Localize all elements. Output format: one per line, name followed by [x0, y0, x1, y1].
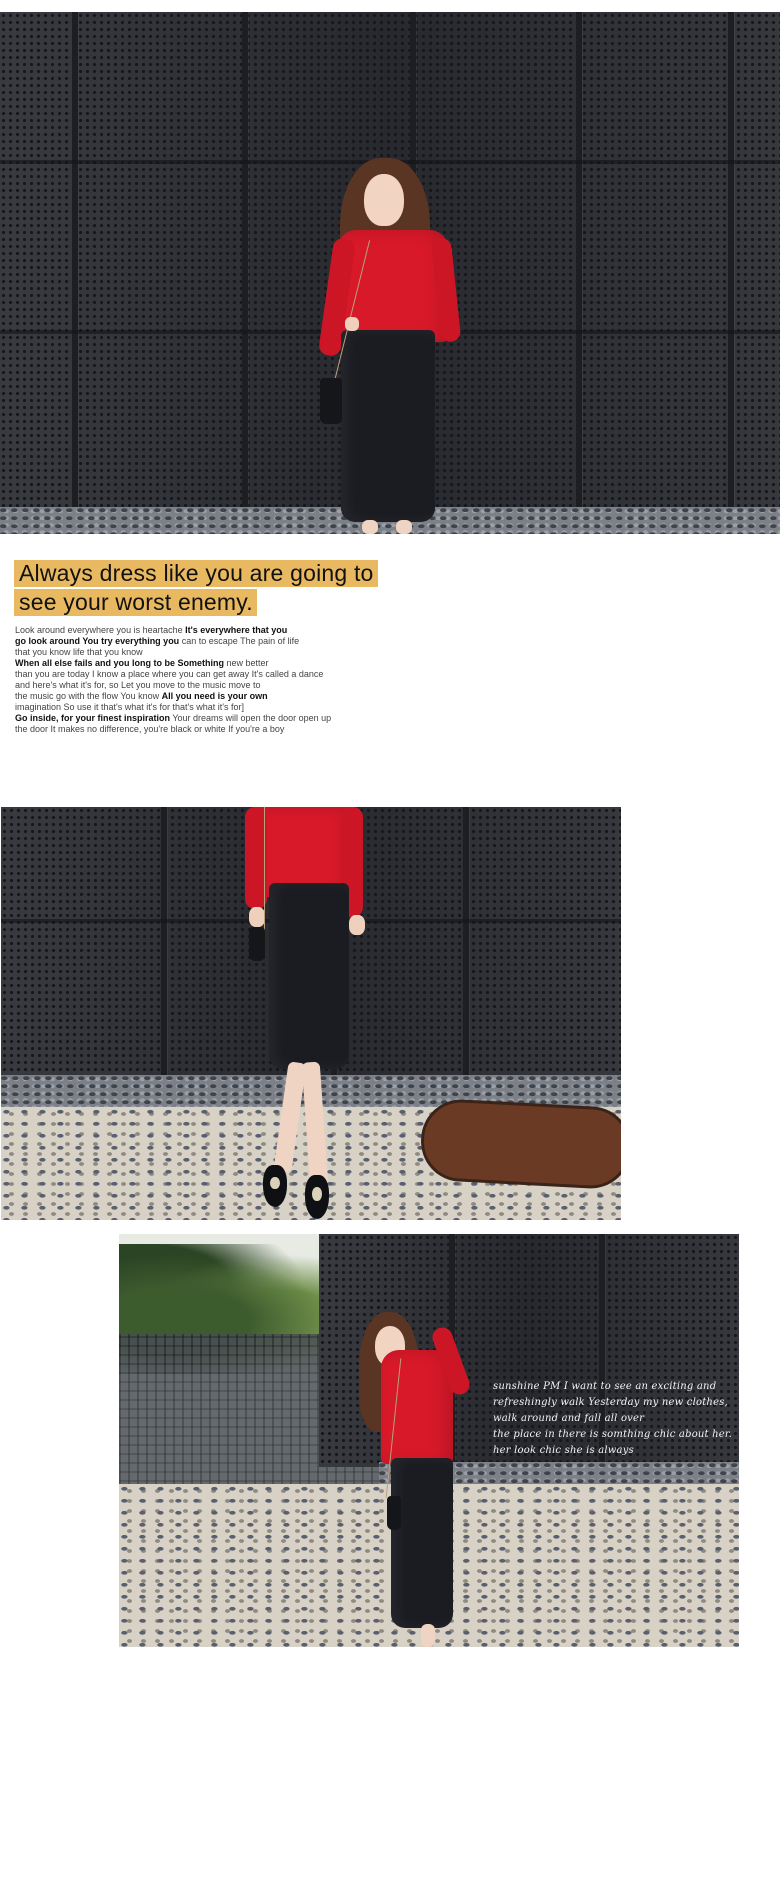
face — [364, 174, 404, 226]
body-line — [15, 702, 355, 713]
script-line: sunshine PM I want to see an exciting and — [493, 1381, 717, 1392]
body-line — [15, 636, 355, 647]
body-text-span: the door It makes no difference, you're black or white If you're a boy — [15, 724, 285, 734]
bag-strap — [264, 807, 265, 942]
photo-full-figure — [0, 12, 780, 534]
body-text-bold: Go inside, for your finest inspiration — [15, 713, 171, 723]
body-text-span: can to escape The pain of life — [179, 636, 300, 646]
body-text-bold: It's everywhere that you — [185, 625, 288, 635]
hand — [349, 915, 365, 935]
pencil-skirt — [269, 883, 349, 1069]
body-text-bold: All you need is your own — [161, 691, 268, 701]
body-text-span: imagination So use it that's what it's for that's what it's for] — [15, 702, 244, 712]
handbag — [249, 927, 265, 961]
hand — [345, 317, 359, 331]
leg — [421, 1624, 435, 1647]
wall-panel-seam — [728, 12, 734, 534]
body-line — [15, 669, 355, 680]
body-line — [15, 647, 355, 658]
body-text-span: the music go with the flow You know — [15, 691, 162, 701]
wall-panel-seam — [242, 12, 248, 534]
script-line: the place in there is somthing chic about her. — [493, 1429, 733, 1440]
script-line: refreshingly walk Yesterday my new clothes, — [493, 1397, 728, 1408]
loafer-shoe — [305, 1175, 329, 1219]
pencil-skirt — [391, 1458, 453, 1628]
leg — [362, 520, 378, 534]
body-line — [15, 680, 355, 691]
loafer-shoe — [263, 1165, 287, 1207]
script-line: walk around and fall all over — [493, 1413, 645, 1424]
body-text-bold: When all else fails and you long to be Something — [15, 658, 225, 668]
body-line — [15, 713, 355, 724]
body-text-span: new better — [224, 658, 269, 668]
body-text-span: and here's what it's for, so Let you move to the music move to — [15, 680, 261, 690]
script-caption — [493, 1379, 753, 1459]
wall-panel-seam — [463, 807, 469, 1105]
handbag — [320, 378, 342, 424]
body-line — [15, 724, 355, 735]
headline-line-2: see your worst enemy. — [14, 589, 257, 616]
body-line — [15, 691, 355, 702]
wall-panel-seam — [161, 807, 167, 1105]
body-text-span: Look around everywhere you is heartache — [15, 625, 186, 635]
photo-skirt-detail — [1, 807, 621, 1220]
manhole-cover — [419, 1098, 621, 1191]
body-text-span: Your dreams will open the door open up — [170, 713, 332, 723]
script-line: her look chic she is always — [493, 1445, 634, 1456]
body-paragraph — [15, 625, 355, 735]
body-line — [15, 658, 355, 669]
body-text-bold: go look around You try everything you — [15, 636, 180, 646]
headline-line-1: Always dress like you are going to — [14, 560, 378, 587]
handbag — [387, 1496, 401, 1530]
wall-panel-seam — [576, 12, 582, 534]
wall-panel-seam — [72, 12, 78, 534]
body-line — [15, 625, 355, 636]
leg — [396, 520, 412, 534]
body-text-span: that you know life that you know — [15, 647, 143, 657]
body-text-span: than you are today I know a place where you can get away It's called a dance — [15, 669, 324, 679]
pencil-skirt — [341, 330, 435, 522]
hand — [249, 907, 265, 927]
